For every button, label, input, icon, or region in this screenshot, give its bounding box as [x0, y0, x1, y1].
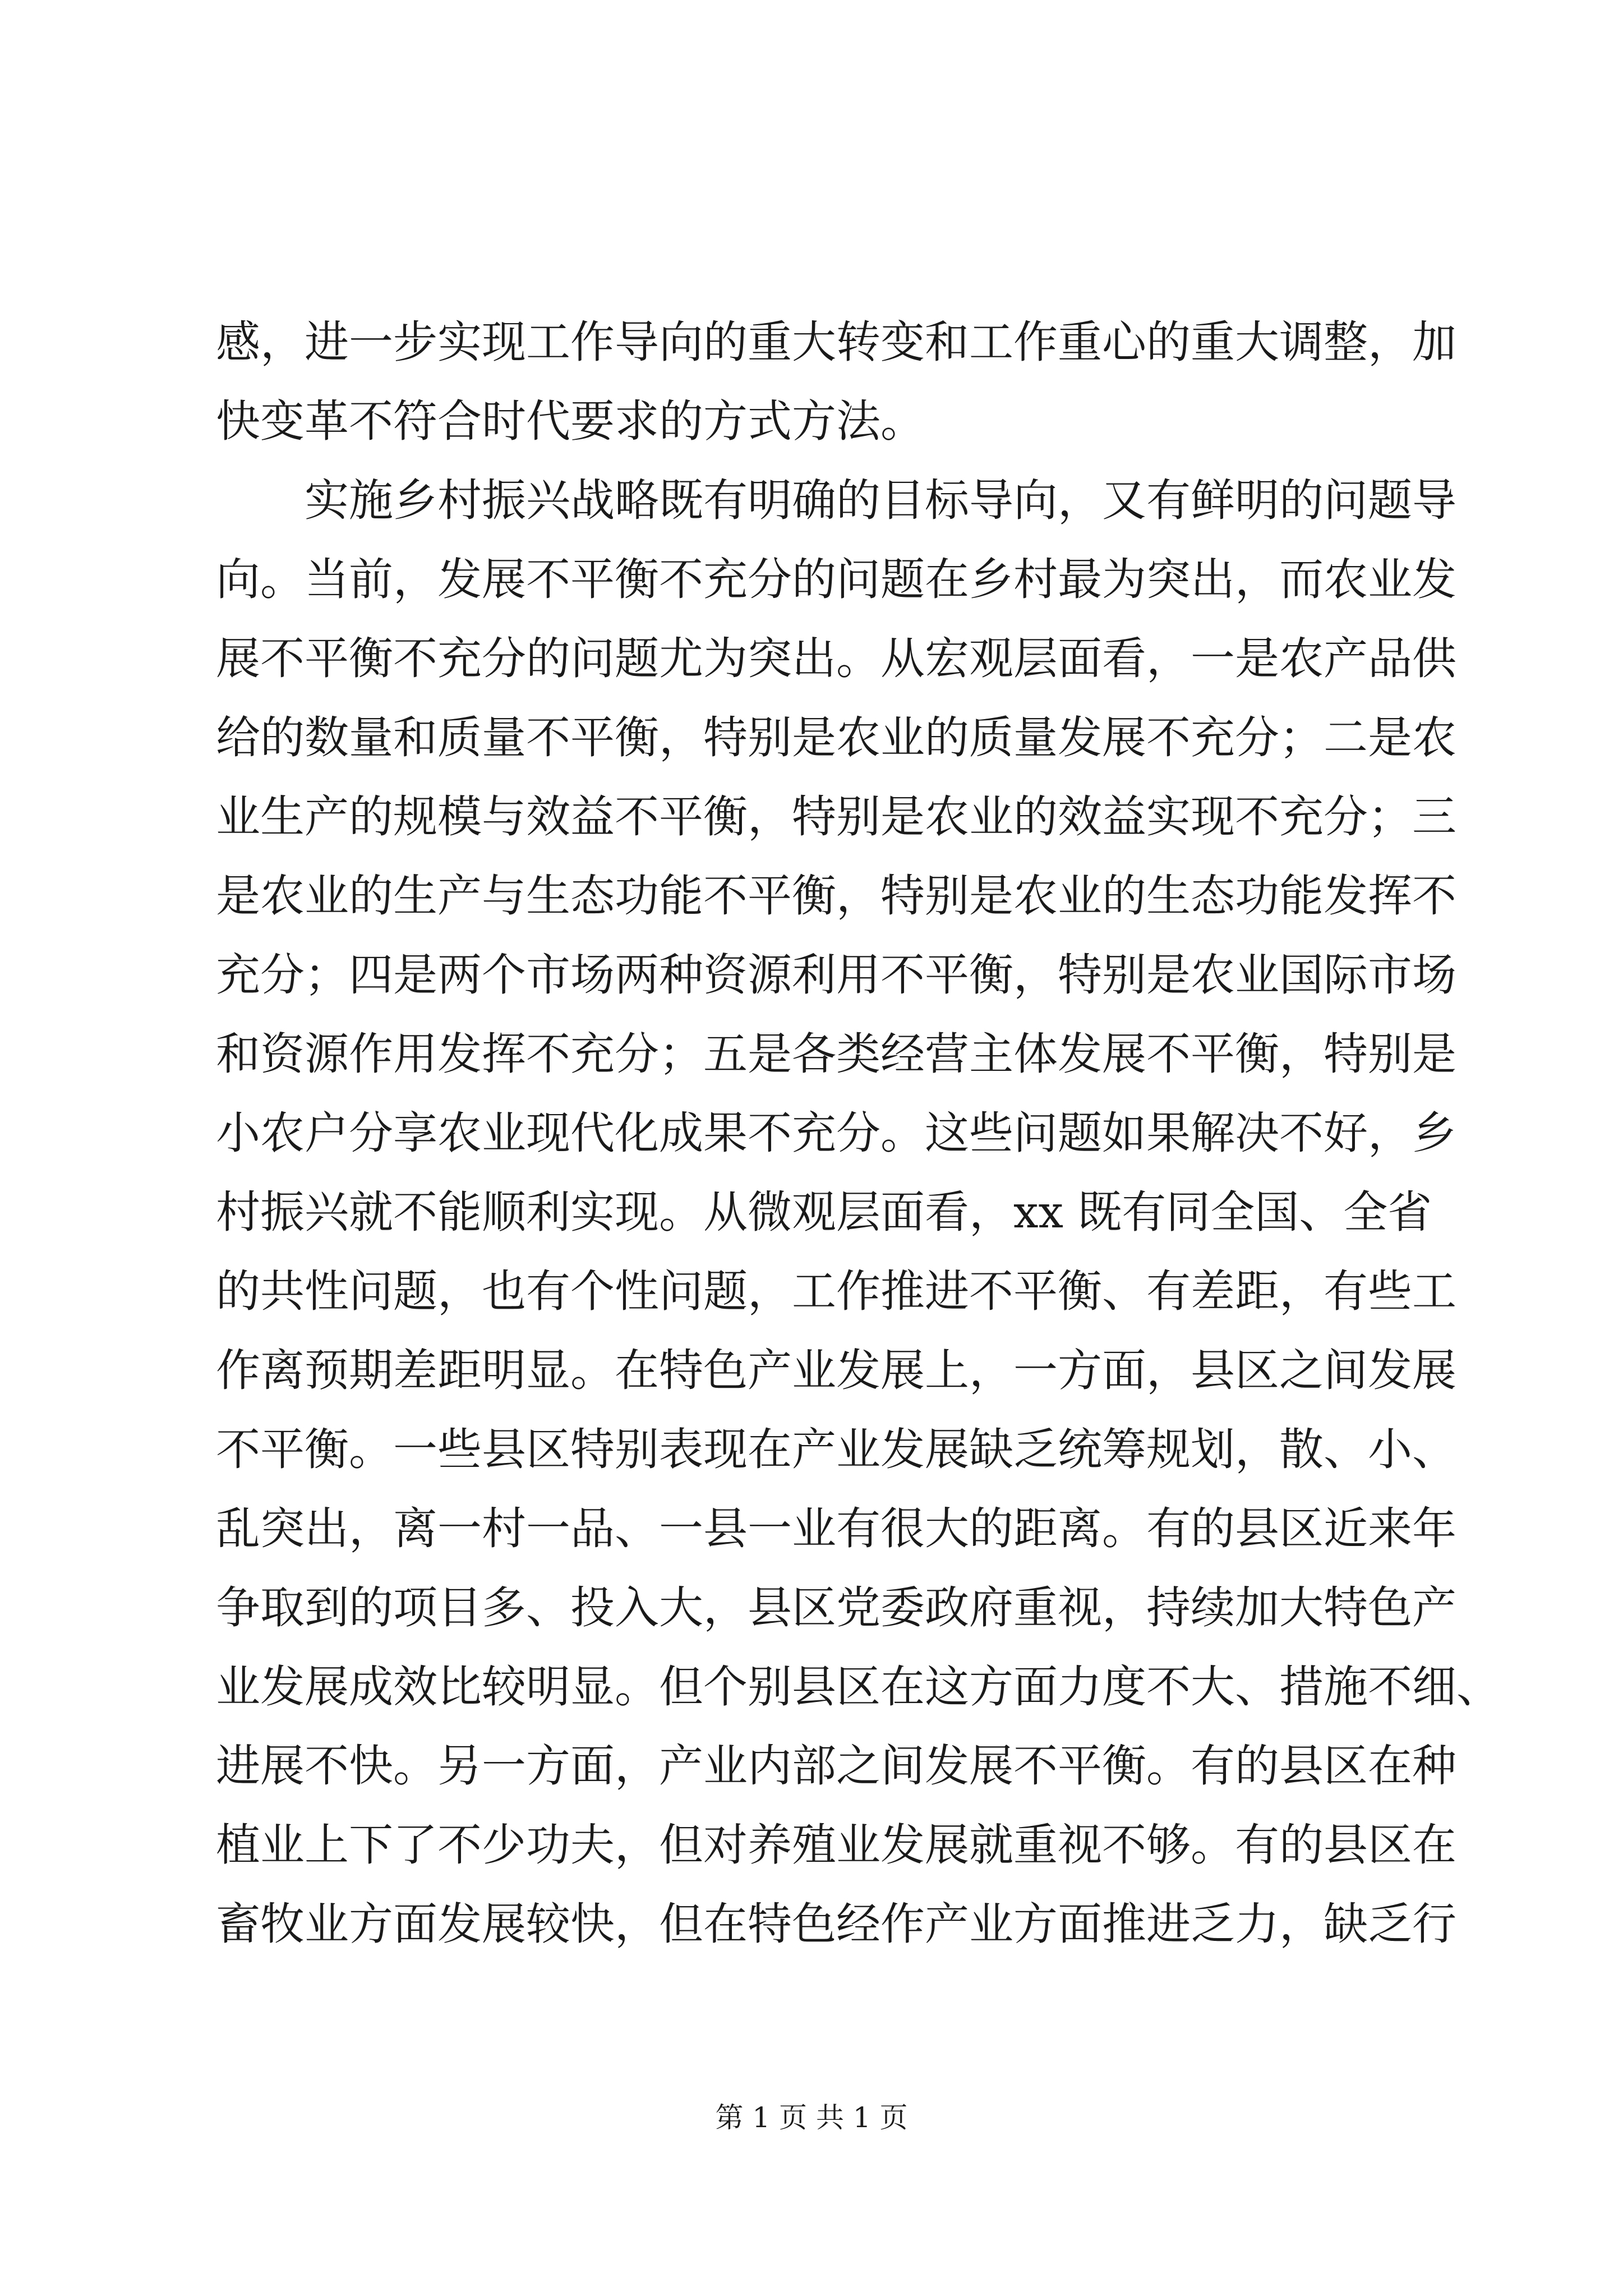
text-line: 进展不快。另一方面，产业内部之间发展不平衡。有的县区在种 [216, 1740, 1456, 1792]
text-line: 给的数量和质量不平衡，特别是农业的质量发展不充分；二是农 [216, 712, 1456, 763]
text-line: 村振兴就不能顺利实现。从微观层面看，xx 既有同全国、全省 [216, 1186, 1432, 1238]
paragraph-2 [216, 461, 1501, 1964]
text-line: 充分；四是两个市场两种资源利用不平衡，特别是农业国际市场 [216, 949, 1456, 1001]
text-line: 展不平衡不充分的问题尤为突出。从宏观层面看，一是农产品供 [216, 633, 1456, 684]
text-line: 乱突出，离一村一品、一县一业有很大的距离。有的县区近来年 [216, 1503, 1456, 1554]
text-line: 向。当前，发展不平衡不充分的问题在乡村最为突出，而农业发 [216, 554, 1456, 605]
page-footer: 第 1 页 共 1 页 [715, 2101, 908, 2134]
document-body [216, 303, 1501, 1964]
text-line: 和资源作用发挥不充分；五是各类经营主体发展不平衡，特别是 [216, 1028, 1456, 1080]
text-line: 植业上下了不少功夫，但对养殖业发展就重视不够。有的县区在 [216, 1819, 1456, 1871]
paragraph-1 [216, 303, 1456, 461]
text-line: 实施乡村振兴战略既有明确的目标导向，又有鲜明的问题导 [305, 475, 1456, 526]
text-line: 是农业的生产与生态功能不平衡，特别是农业的生态功能发挥不 [216, 870, 1456, 922]
text-line: 的共性问题，也有个性问题，工作推进不平衡、有差距，有些工 [216, 1266, 1456, 1317]
text-line: 业发展成效比较明显。但个别县区在这方面力度不大、措施不细、 [216, 1661, 1501, 1713]
text-line: 业生产的规模与效益不平衡，特别是农业的效益实现不充分；三 [216, 791, 1456, 843]
text-line: 争取到的项目多、投入大，县区党委政府重视，持续加大特色产 [216, 1582, 1456, 1634]
text-line: 作离预期差距明显。在特色产业发展上，一方面，县区之间发展 [216, 1345, 1456, 1396]
text-line: 畜牧业方面发展较快，但在特色经作产业方面推进乏力，缺乏行 [216, 1898, 1456, 1950]
text-line: 小农户分享农业现代化成果不充分。这些问题如果解决不好，乡 [216, 1107, 1456, 1159]
text-line: 感，进一步实现工作导向的重大转变和工作重心的重大调整，加 [216, 316, 1456, 368]
text-line: 不平衡。一些县区特别表现在产业发展缺乏统筹规划，散、小、 [216, 1424, 1456, 1475]
text-line: 快变革不符合时代要求的方式方法。 [216, 395, 925, 447]
